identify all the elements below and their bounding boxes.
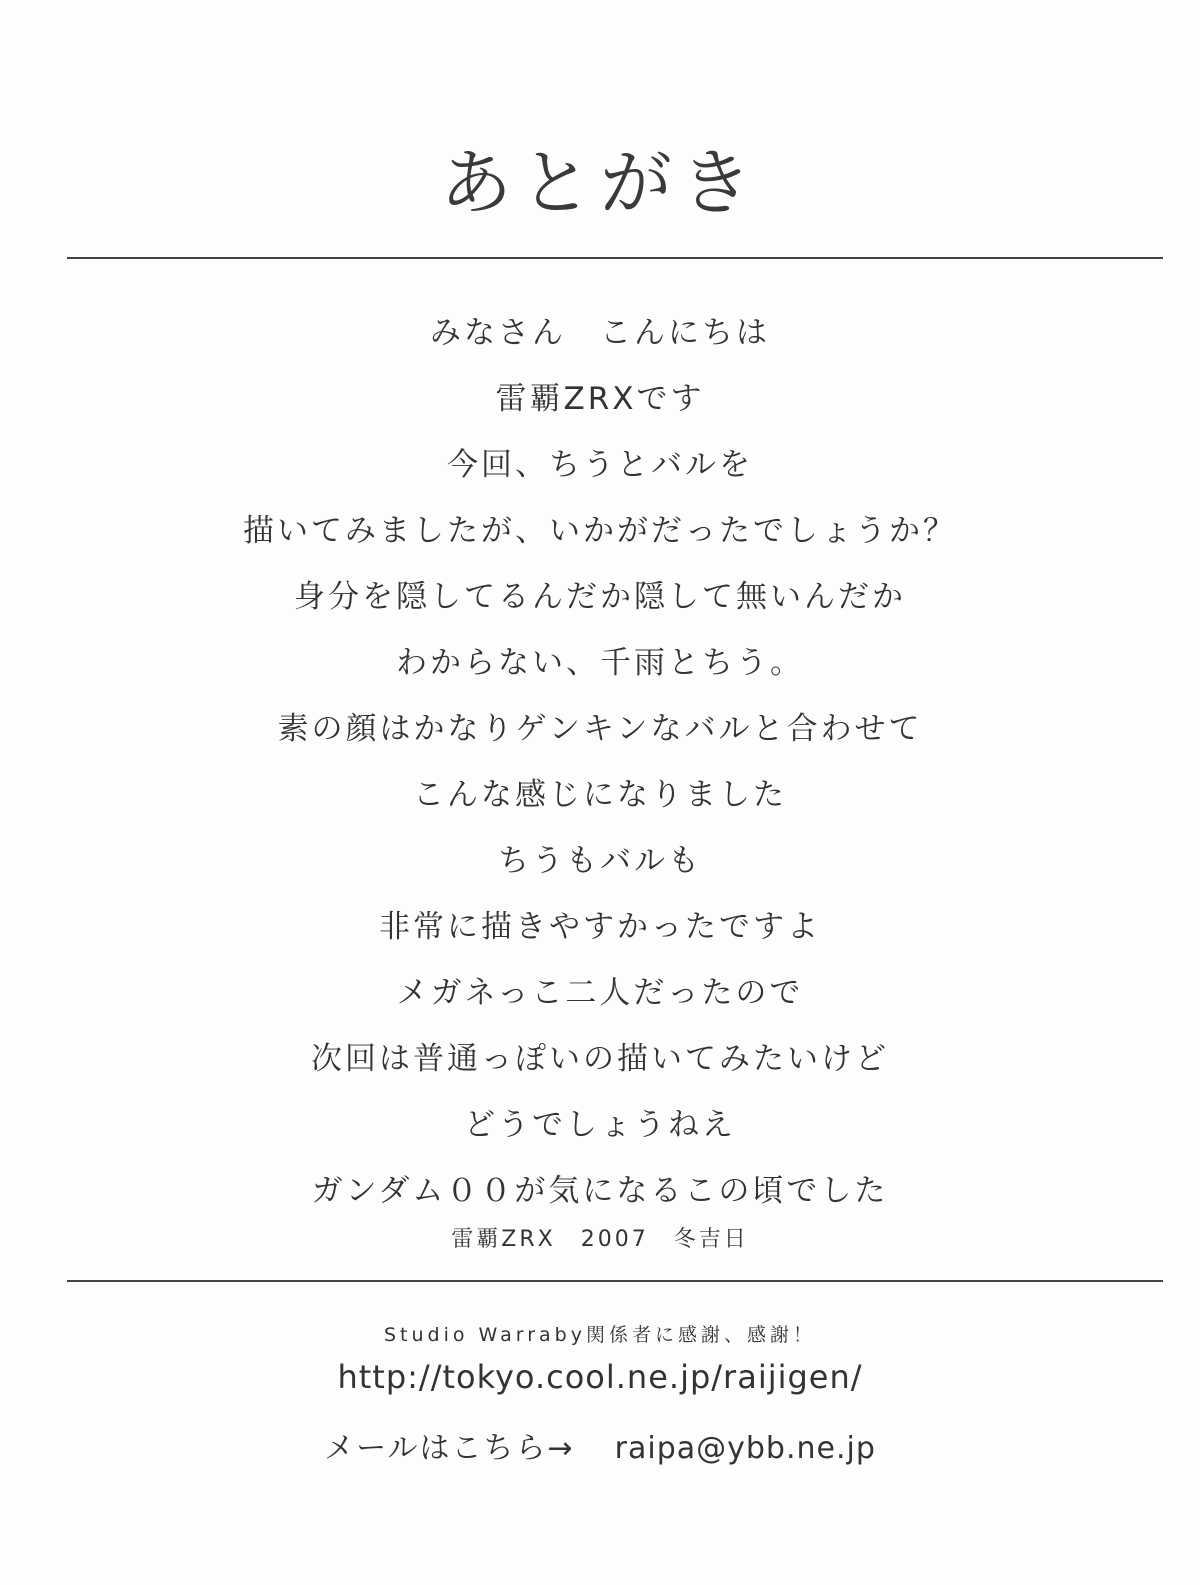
mail-address: raipa@ybb.ne.jp	[614, 1431, 876, 1466]
body-line: みなさん こんにちは	[430, 315, 770, 351]
body-line: 今回、ちうとバルを	[447, 447, 753, 483]
body-line: 描いてみましたが、いかがだったでしょうか？	[243, 513, 957, 549]
body-line: 身分を隠してるんだか隠して無いんだか	[294, 579, 906, 615]
body-line: メガネっこ二人だったので	[396, 975, 804, 1011]
body-line: こんな感じになりました	[413, 777, 787, 813]
body-line: どうでしょうねえ	[464, 1107, 736, 1143]
author-signature: 雷覇ZRX 2007 冬吉日	[451, 1227, 749, 1252]
mail-label: メールはこちら→	[324, 1431, 575, 1466]
mail-contact	[0, 1423, 1200, 1467]
website-url: http://tokyo.cool.ne.jp/raijigen/	[337, 1358, 863, 1396]
body-line: 雷覇ZRXです	[495, 381, 705, 417]
body-line: ちうもバルも	[498, 843, 702, 879]
bottom-divider	[67, 1280, 1163, 1282]
body-line: わからない、千雨とちう。	[396, 645, 804, 681]
page-title: あとがき	[439, 141, 760, 225]
body-line: ガンダム００が気になるこの頃でした	[311, 1173, 889, 1209]
thanks-note: Studio Warraby関係者に感謝、感謝！	[383, 1324, 816, 1346]
top-divider	[67, 257, 1163, 259]
afterword-body	[0, 300, 1200, 1224]
body-line: 素の顔はかなりゲンキンなバルと合わせて	[277, 711, 923, 747]
body-line: 次回は普通っぽいの描いてみたいけど	[311, 1041, 889, 1077]
body-line: 非常に描きやすかったですよ	[379, 909, 821, 945]
